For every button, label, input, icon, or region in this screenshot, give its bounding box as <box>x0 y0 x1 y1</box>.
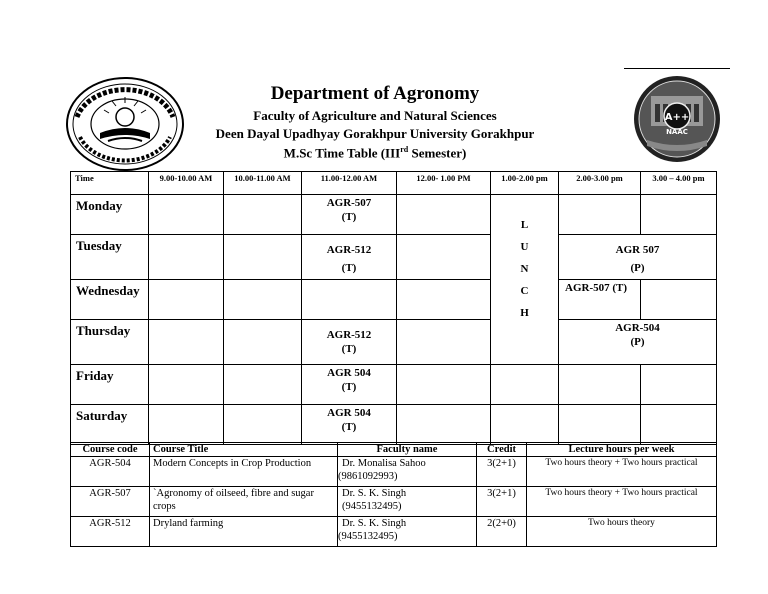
empty-cell <box>224 195 302 235</box>
header-slot-1300: 1.00-2.00 pm <box>491 172 559 195</box>
header-credit: Credit <box>477 443 527 457</box>
class-cell: AGR-512 (T) <box>302 235 397 280</box>
empty-cell <box>224 280 302 320</box>
row-tuesday <box>71 235 717 280</box>
day-label: Tuesday <box>71 235 149 280</box>
day-label: Thursday <box>71 320 149 365</box>
department-title: Department of Agronomy <box>270 83 480 104</box>
row-thursday <box>71 320 717 365</box>
day-label: Wednesday <box>71 280 149 320</box>
naac-label: NAAC <box>666 128 688 136</box>
empty-cell <box>641 280 717 320</box>
empty-cell <box>397 195 491 235</box>
empty-cell <box>149 195 224 235</box>
header-slot-1500: 3.00 – 4.00 pm <box>641 172 717 195</box>
faculty-title: Faculty of Agriculture and Natural Sciences <box>253 108 497 123</box>
empty-cell <box>559 365 641 405</box>
row-saturday <box>71 405 717 445</box>
naac-badge-logo <box>633 74 721 164</box>
header-slot-1000: 10.00-11.00 AM <box>224 172 302 195</box>
header-course-title: Course Title <box>150 443 338 457</box>
credit: 3(2+1) <box>477 487 527 517</box>
row-friday <box>71 365 717 405</box>
empty-cell <box>559 195 641 235</box>
course-title: Dryland farming <box>150 517 338 547</box>
top-rule <box>624 68 730 69</box>
class-cell: AGR-507 (T) <box>559 280 641 320</box>
class-cell: AGR-504 (P) <box>559 320 717 365</box>
row-monday <box>71 195 717 235</box>
empty-cell <box>224 235 302 280</box>
empty-cell <box>491 405 559 445</box>
lunch-cell <box>491 195 559 365</box>
empty-cell <box>641 405 717 445</box>
header-faculty: Faculty name <box>338 443 477 457</box>
class-cell: AGR-512 (T) <box>302 320 397 365</box>
header-course-code: Course code <box>71 443 150 457</box>
header-slot-1400: 2.00-3.00 pm <box>559 172 641 195</box>
empty-cell <box>302 280 397 320</box>
empty-cell <box>491 365 559 405</box>
course-row <box>71 517 717 547</box>
credit: 2(2+0) <box>477 517 527 547</box>
empty-cell <box>397 365 491 405</box>
lecture-hours: Two hours theory + Two hours practical <box>527 487 717 517</box>
faculty-name: Dr. S. K. Singh (9455132495) <box>338 487 477 517</box>
course-title: Modern Concepts in Crop Production <box>150 457 338 487</box>
lecture-hours: Two hours theory + Two hours practical <box>527 457 717 487</box>
empty-cell <box>149 235 224 280</box>
empty-cell <box>224 320 302 365</box>
empty-cell <box>224 405 302 445</box>
empty-cell <box>559 405 641 445</box>
faculty-name: Dr. Monalisa Sahoo (9861092993) <box>338 457 477 487</box>
day-label: Monday <box>71 195 149 235</box>
course-row <box>71 487 717 517</box>
course-table <box>70 442 717 547</box>
lecture-hours: Two hours theory <box>527 517 717 547</box>
course-code: AGR-507 <box>71 487 150 517</box>
credit: 3(2+1) <box>477 457 527 487</box>
class-cell: AGR 504 (T) <box>302 405 397 445</box>
day-label: Saturday <box>71 405 149 445</box>
header-time: Time <box>71 172 149 195</box>
empty-cell <box>149 365 224 405</box>
empty-cell <box>224 365 302 405</box>
empty-cell <box>397 405 491 445</box>
course-title: `Agronomy of oilseed, fibre and sugar crops <box>150 487 338 517</box>
empty-cell <box>149 320 224 365</box>
class-cell: AGR 504 (T) <box>302 365 397 405</box>
class-cell: AGR 507 (P) <box>559 235 717 280</box>
row-wednesday <box>71 280 717 320</box>
naac-grade: A++ <box>664 112 690 123</box>
university-seal-logo <box>64 75 186 173</box>
course-row <box>71 457 717 487</box>
course-header-row <box>71 443 717 457</box>
empty-cell <box>397 235 491 280</box>
header-slot-1200: 12.00- 1.00 PM <box>397 172 491 195</box>
header-slot-0900: 9.00-10.00 AM <box>149 172 224 195</box>
empty-cell <box>149 405 224 445</box>
course-code: AGR-512 <box>71 517 150 547</box>
timetable-header-row <box>71 172 717 195</box>
empty-cell <box>397 320 491 365</box>
timetable <box>70 171 717 445</box>
header-slot-1100: 11.00-12.00 AM <box>302 172 397 195</box>
course-code: AGR-504 <box>71 457 150 487</box>
timetable-title: M.Sc Time Table (IIIrd Semester) <box>283 145 467 161</box>
empty-cell <box>641 365 717 405</box>
faculty-name: Dr. S. K. Singh (9455132495) <box>338 517 477 547</box>
day-label: Friday <box>71 365 149 405</box>
empty-cell <box>641 195 717 235</box>
university-title: Deen Dayal Upadhyay Gorakhpur University Gorakhpur <box>215 126 535 141</box>
lunch-label: LUNCH <box>518 219 531 329</box>
empty-cell <box>149 280 224 320</box>
header-lecture-hours: Lecture hours per week <box>527 443 717 457</box>
empty-cell <box>397 280 491 320</box>
class-cell: AGR-507 (T) <box>302 195 397 235</box>
